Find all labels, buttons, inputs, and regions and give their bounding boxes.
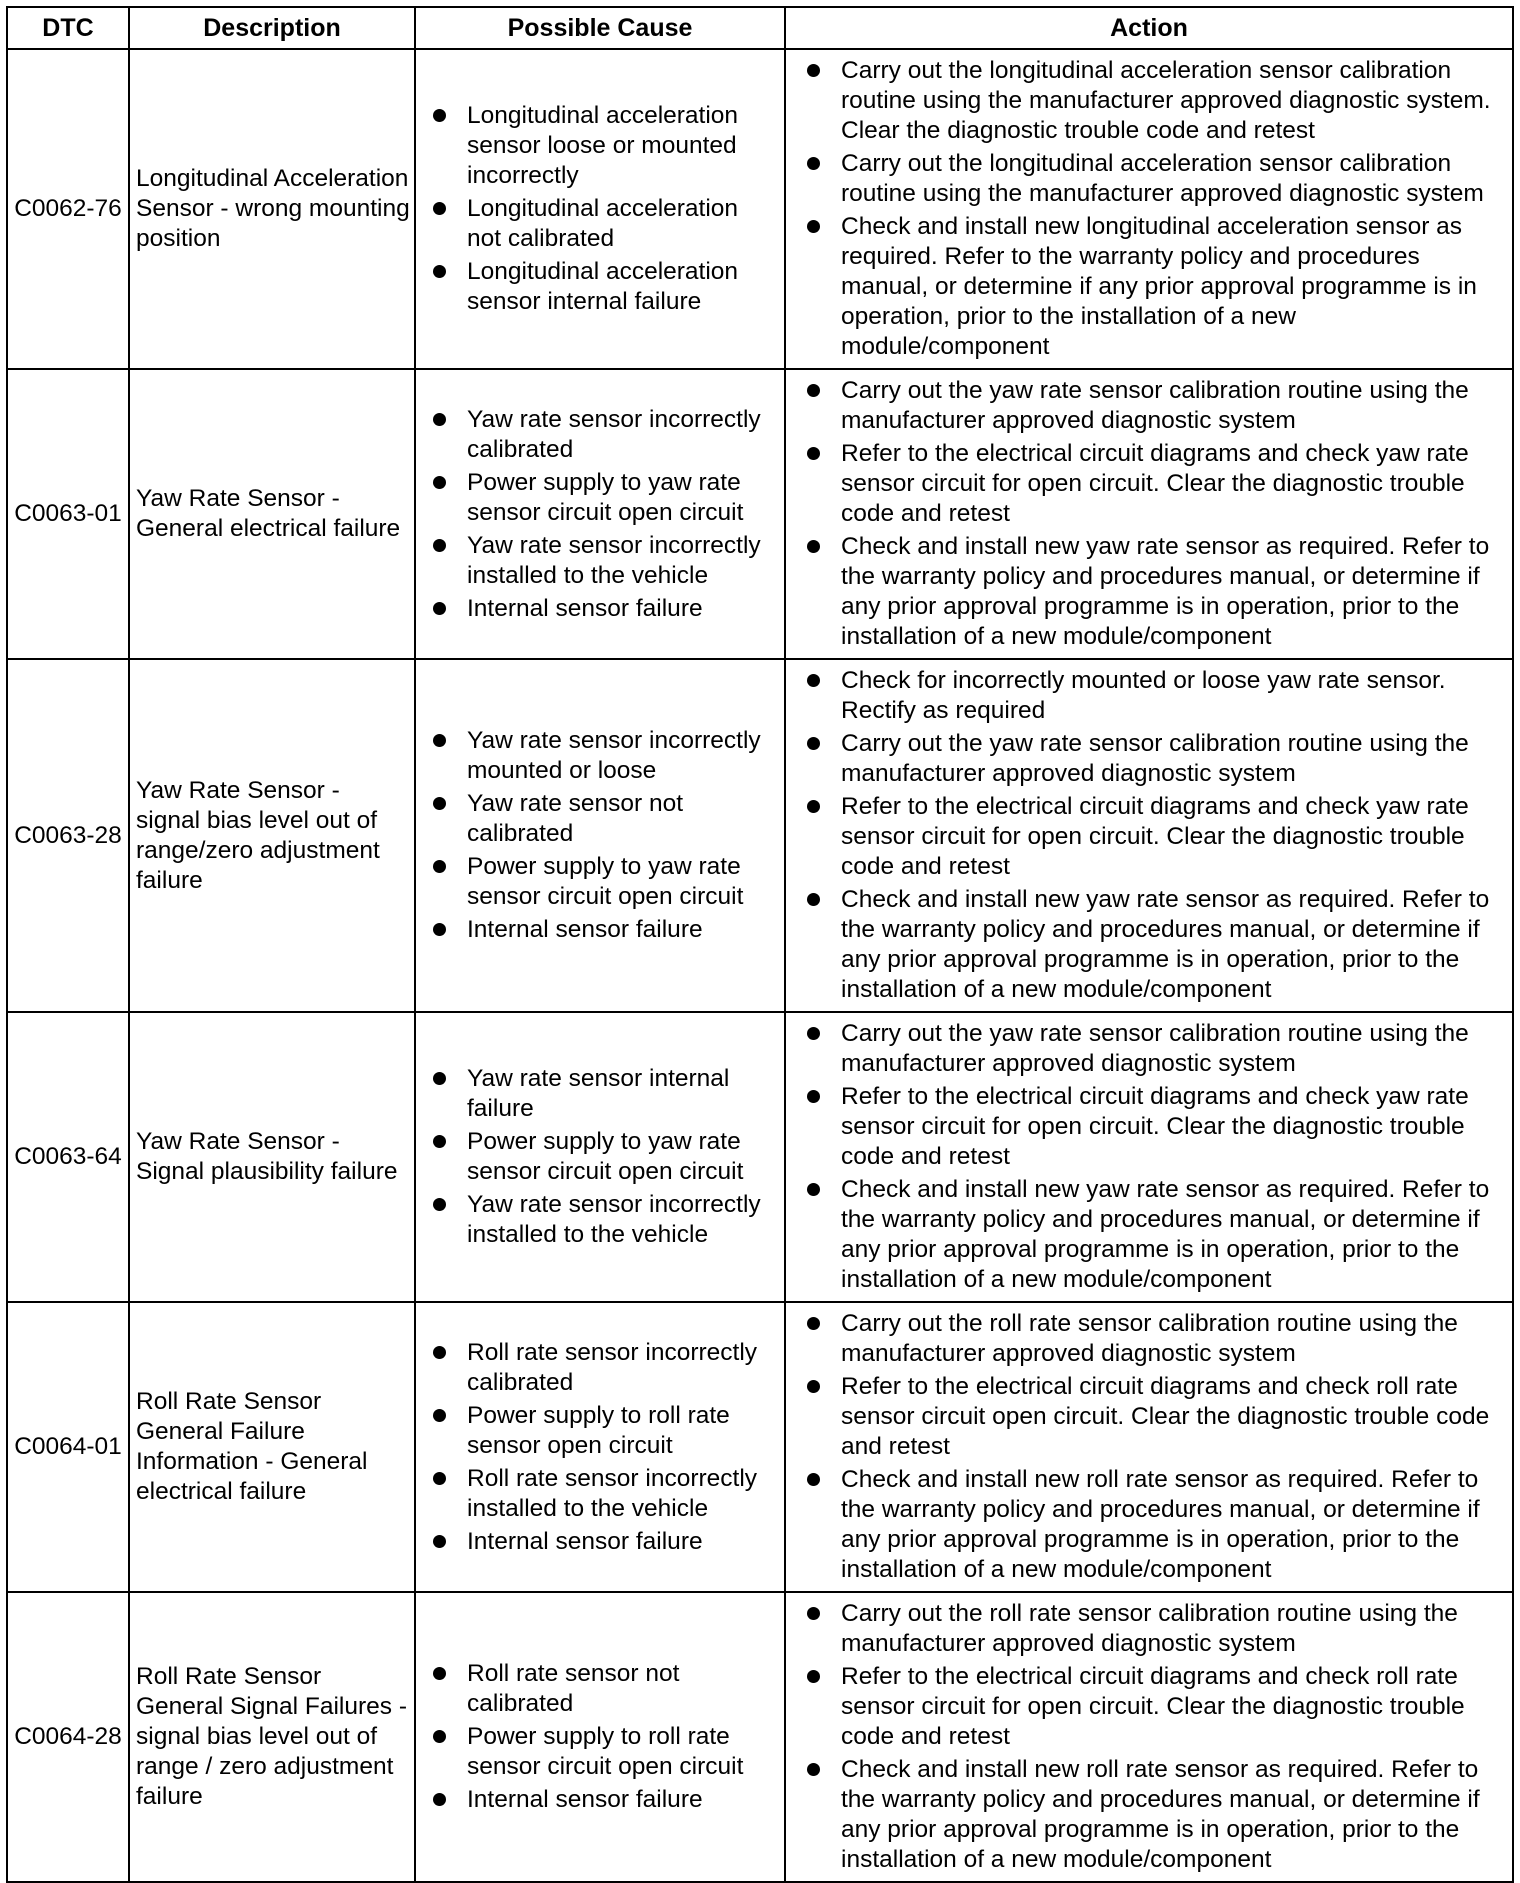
action-item	[802, 1175, 1506, 1295]
action-text: Carry out the longitudinal acceleration sensor calibration routine using the manufacturer approved diagnostic system. Clear the diagnostic trouble code and retest	[841, 57, 1491, 144]
action-list	[802, 666, 1506, 1005]
action-text: Check and install new yaw rate sensor as required. Refer to the warranty policy and procedures manual, or determine if any prior approval programme is in operation, prior to the installation of a new module/component	[841, 886, 1490, 1003]
possible-cause-text: Power supply to roll rate sensor circuit open circuit	[467, 1723, 744, 1780]
possible-cause-item	[428, 726, 778, 786]
possible-cause-item	[428, 1338, 778, 1398]
action-item	[802, 1309, 1506, 1369]
action-text: Check and install new roll rate sensor as required. Refer to the warranty policy and procedures manual, or determine if any prior approval programme is in operation, prior to the installation of a new module/component	[841, 1466, 1480, 1583]
action-text: Check for incorrectly mounted or loose yaw rate sensor. Rectify as required	[841, 667, 1446, 724]
possible-cause-cell	[415, 1302, 785, 1592]
bullet-icon	[807, 1183, 820, 1196]
bullet-icon	[433, 1072, 446, 1085]
possible-cause-item	[428, 194, 778, 254]
action-item	[802, 376, 1506, 436]
action-item	[802, 149, 1506, 209]
bullet-icon	[807, 737, 820, 750]
action-text: Carry out the roll rate sensor calibration routine using the manufacturer approved diagnostic system	[841, 1310, 1458, 1367]
action-item	[802, 885, 1506, 1005]
action-cell	[785, 1592, 1513, 1882]
possible-cause-item	[428, 915, 778, 945]
action-cell	[785, 1012, 1513, 1302]
bullet-icon	[807, 1763, 820, 1776]
possible-cause-list	[428, 101, 778, 317]
action-item	[802, 1662, 1506, 1752]
action-item	[802, 1372, 1506, 1462]
bullet-icon	[807, 447, 820, 460]
possible-cause-item	[428, 1127, 778, 1187]
possible-cause-item	[428, 531, 778, 591]
possible-cause-list	[428, 405, 778, 624]
bullet-icon	[433, 602, 446, 615]
table-row	[7, 659, 1513, 1012]
possible-cause-item	[428, 789, 778, 849]
action-item	[802, 439, 1506, 529]
possible-cause-text: Internal sensor failure	[467, 1527, 703, 1555]
possible-cause-item	[428, 852, 778, 912]
possible-cause-text: Yaw rate sensor incorrectly calibrated	[467, 405, 761, 463]
action-list	[802, 376, 1506, 652]
table-row	[7, 1302, 1513, 1592]
action-text: Check and install new longitudinal acceleration sensor as required. Refer to the warranty policy and procedures manual, or determine if any prior approval programme is in operation, prior to the installation of a new module/component	[841, 213, 1477, 360]
possible-cause-list	[428, 1338, 778, 1557]
action-text: Carry out the roll rate sensor calibration routine using the manufacturer approved diagnostic system	[841, 1600, 1458, 1657]
action-text: Refer to the electrical circuit diagrams and check yaw rate sensor circuit for open circuit. Clear the diagnostic trouble code and retest	[841, 793, 1469, 880]
possible-cause-cell	[415, 49, 785, 369]
action-text: Refer to the electrical circuit diagrams and check roll rate sensor circuit open circuit. Clear the diagnostic trouble code and retest	[841, 1373, 1490, 1460]
possible-cause-text: Yaw rate sensor not calibrated	[467, 790, 684, 847]
possible-cause-text: Roll rate sensor incorrectly calibrated	[467, 1338, 758, 1396]
possible-cause-text: Internal sensor failure	[467, 594, 703, 622]
bullet-icon	[433, 265, 446, 278]
bullet-icon	[433, 1730, 446, 1743]
bullet-icon	[433, 860, 446, 873]
possible-cause-item	[428, 1464, 778, 1524]
dtc-description: Roll Rate Sensor General Signal Failures - signal bias level out of range / zero adjustment failure	[129, 1592, 415, 1882]
dtc-description: Roll Rate Sensor General Failure Information - General electrical failure	[129, 1302, 415, 1592]
table-row	[7, 49, 1513, 369]
action-item	[802, 532, 1506, 652]
bullet-icon	[807, 800, 820, 813]
action-text: Check and install new yaw rate sensor as required. Refer to the warranty policy and procedures manual, or determine if any prior approval programme is in operation, prior to the installation of a new module/component	[841, 1176, 1490, 1293]
action-list	[802, 56, 1506, 362]
bullet-icon	[433, 1535, 446, 1548]
dtc-description: Yaw Rate Sensor - General electrical failure	[129, 369, 415, 659]
table-row	[7, 1592, 1513, 1882]
action-item	[802, 792, 1506, 882]
bullet-icon	[433, 1346, 446, 1359]
possible-cause-item	[428, 1785, 778, 1815]
dtc-table-container	[6, 6, 1512, 1883]
possible-cause-item	[428, 1064, 778, 1124]
possible-cause-item	[428, 594, 778, 624]
dtc-description: Yaw Rate Sensor - signal bias level out of range/zero adjustment failure	[129, 659, 415, 1012]
bullet-icon	[433, 1793, 446, 1806]
dtc-code: C0063-28	[7, 659, 129, 1012]
action-item	[802, 1465, 1506, 1585]
header-possible-cause: Possible Cause	[415, 7, 785, 49]
bullet-icon	[807, 893, 820, 906]
action-item	[802, 1082, 1506, 1172]
bullet-icon	[807, 1317, 820, 1330]
bullet-icon	[807, 1380, 820, 1393]
bullet-icon	[807, 220, 820, 233]
bullet-icon	[433, 734, 446, 747]
possible-cause-text: Internal sensor failure	[467, 1786, 703, 1813]
bullet-icon	[433, 476, 446, 489]
header-dtc: DTC	[7, 7, 129, 49]
action-text: Carry out the yaw rate sensor calibration routine using the manufacturer approved diagnostic system	[841, 1020, 1469, 1077]
possible-cause-item	[428, 1401, 778, 1461]
dtc-table	[6, 6, 1514, 1883]
action-list	[802, 1309, 1506, 1585]
possible-cause-text: Yaw rate sensor incorrectly installed to the vehicle	[467, 531, 761, 589]
bullet-icon	[807, 157, 820, 170]
bullet-icon	[433, 202, 446, 215]
action-item	[802, 666, 1506, 726]
action-list	[802, 1599, 1506, 1875]
bullet-icon	[807, 1607, 820, 1620]
possible-cause-item	[428, 405, 778, 465]
action-text: Refer to the electrical circuit diagrams and check roll rate sensor circuit for open circuit. Clear the diagnostic trouble code and retest	[841, 1663, 1465, 1750]
possible-cause-list	[428, 1659, 778, 1815]
possible-cause-text: Roll rate sensor not calibrated	[467, 1660, 680, 1717]
bullet-icon	[433, 413, 446, 426]
possible-cause-item	[428, 1527, 778, 1557]
dtc-code: C0064-28	[7, 1592, 129, 1882]
possible-cause-list	[428, 1064, 778, 1250]
table-row	[7, 1012, 1513, 1302]
dtc-description: Yaw Rate Sensor - Signal plausibility failure	[129, 1012, 415, 1302]
header-action: Action	[785, 7, 1513, 49]
bullet-icon	[807, 1027, 820, 1040]
possible-cause-text: Power supply to yaw rate sensor circuit open circuit	[467, 1128, 744, 1185]
action-cell	[785, 49, 1513, 369]
action-cell	[785, 1302, 1513, 1592]
bullet-icon	[433, 1472, 446, 1485]
table-header-row	[7, 7, 1513, 49]
bullet-icon	[433, 923, 446, 936]
possible-cause-text: Longitudinal acceleration not calibrated	[467, 195, 739, 252]
dtc-code: C0063-64	[7, 1012, 129, 1302]
bullet-icon	[807, 1670, 820, 1683]
action-item	[802, 1019, 1506, 1079]
possible-cause-item	[428, 257, 778, 317]
possible-cause-item	[428, 101, 778, 191]
possible-cause-cell	[415, 1012, 785, 1302]
bullet-icon	[433, 109, 446, 122]
action-item	[802, 1755, 1506, 1875]
dtc-code: C0064-01	[7, 1302, 129, 1592]
possible-cause-item	[428, 1190, 778, 1250]
possible-cause-text: Power supply to roll rate sensor open circuit	[467, 1401, 730, 1459]
action-cell	[785, 369, 1513, 659]
action-text: Carry out the longitudinal acceleration sensor calibration routine using the manufacturer approved diagnostic system	[841, 150, 1484, 207]
action-item	[802, 729, 1506, 789]
bullet-icon	[807, 674, 820, 687]
action-text: Refer to the electrical circuit diagrams and check yaw rate sensor circuit for open circuit. Clear the diagnostic trouble code and retest	[841, 440, 1469, 527]
bullet-icon	[433, 539, 446, 552]
possible-cause-cell	[415, 369, 785, 659]
action-text: Refer to the electrical circuit diagrams and check yaw rate sensor circuit for open circuit. Clear the diagnostic trouble code and retest	[841, 1083, 1469, 1170]
bullet-icon	[807, 1473, 820, 1486]
bullet-icon	[807, 384, 820, 397]
possible-cause-text: Roll rate sensor incorrectly installed to the vehicle	[467, 1464, 758, 1522]
possible-cause-text: Yaw rate sensor incorrectly installed to the vehicle	[467, 1191, 761, 1248]
possible-cause-list	[428, 726, 778, 945]
action-text: Check and install new roll rate sensor as required. Refer to the warranty policy and procedures manual, or determine if any prior approval programme is in operation, prior to the installation of a new module/component	[841, 1756, 1480, 1873]
bullet-icon	[807, 1090, 820, 1103]
action-text: Carry out the yaw rate sensor calibration routine using the manufacturer approved diagnostic system	[841, 730, 1469, 787]
bullet-icon	[807, 64, 820, 77]
header-description: Description	[129, 7, 415, 49]
action-text: Check and install new yaw rate sensor as required. Refer to the warranty policy and procedures manual, or determine if any prior approval programme is in operation, prior to the installation of a new module/component	[841, 533, 1490, 650]
action-item	[802, 212, 1506, 362]
bullet-icon	[433, 797, 446, 810]
possible-cause-item	[428, 1722, 778, 1782]
bullet-icon	[433, 1198, 446, 1211]
bullet-icon	[433, 1409, 446, 1422]
table-body	[7, 49, 1513, 1882]
possible-cause-text: Power supply to yaw rate sensor circuit open circuit	[467, 853, 744, 910]
possible-cause-cell	[415, 659, 785, 1012]
action-list	[802, 1019, 1506, 1295]
possible-cause-item	[428, 468, 778, 528]
bullet-icon	[433, 1667, 446, 1680]
dtc-code: C0063-01	[7, 369, 129, 659]
possible-cause-text: Internal sensor failure	[467, 916, 703, 943]
dtc-description: Longitudinal Acceleration Sensor - wrong mounting position	[129, 49, 415, 369]
possible-cause-text: Longitudinal acceleration sensor loose or mounted incorrectly	[467, 102, 739, 189]
bullet-icon	[433, 1135, 446, 1148]
possible-cause-text: Longitudinal acceleration sensor internal failure	[467, 258, 739, 315]
action-cell	[785, 659, 1513, 1012]
possible-cause-cell	[415, 1592, 785, 1882]
possible-cause-item	[428, 1659, 778, 1719]
possible-cause-text: Power supply to yaw rate sensor circuit open circuit	[467, 468, 744, 526]
bullet-icon	[807, 540, 820, 553]
possible-cause-text: Yaw rate sensor incorrectly mounted or loose	[467, 727, 761, 784]
possible-cause-text: Yaw rate sensor internal failure	[467, 1065, 730, 1122]
dtc-code: C0062-76	[7, 49, 129, 369]
action-item	[802, 1599, 1506, 1659]
action-item	[802, 56, 1506, 146]
action-text: Carry out the yaw rate sensor calibration routine using the manufacturer approved diagnostic system	[841, 377, 1469, 434]
table-row	[7, 369, 1513, 659]
